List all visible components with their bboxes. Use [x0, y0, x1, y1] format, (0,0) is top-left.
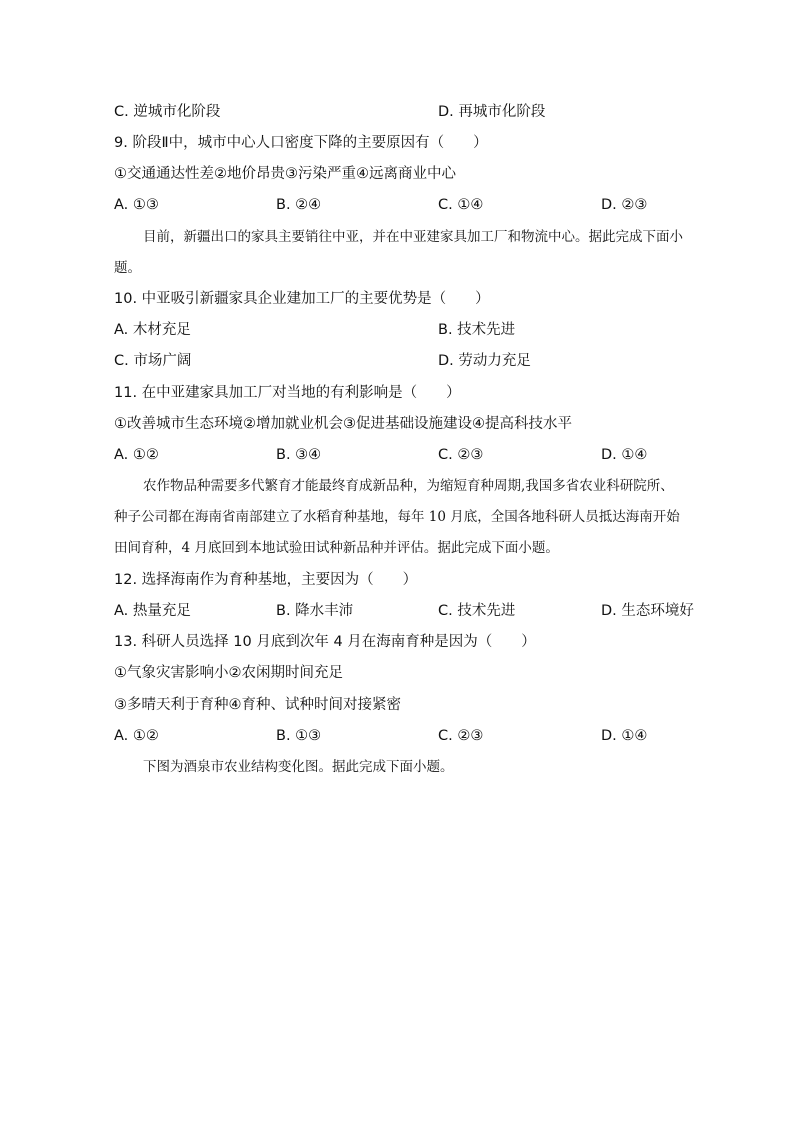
question-12-stem: [0, 565, 794, 596]
passage-1-line-2: [0, 253, 794, 284]
question-9-options: [0, 190, 794, 221]
question-13-stem: [0, 627, 794, 658]
option-a: A. 木材充足: [114, 322, 191, 338]
question-11-items: [0, 409, 794, 440]
question-10-text: 10. 中亚吸引新疆家具企业建加工厂的主要优势是（ ）: [114, 291, 490, 307]
question-9-text: 9. 阶段Ⅱ中，城市中心人口密度下降的主要原因有（ ）: [114, 135, 488, 151]
option-d: D. 再城市化阶段: [438, 104, 546, 120]
question-13-text: 13. 科研人员选择 10 月底到次年 4 月在海南育种是因为（ ）: [114, 634, 536, 650]
question-13-items-row-2: [0, 690, 794, 721]
option-c: C. ②③: [438, 728, 484, 744]
question-13-items-text-2: ③多晴天利于育种④育种、试种时间对接紧密: [114, 697, 401, 713]
question-12-options: [0, 596, 794, 627]
passage-2-text-2: 种子公司都在海南省南部建立了水稻育种基地，每年 10 月底，全国各地科研人员抵达海南开始: [114, 509, 680, 525]
question-9-stem: [0, 128, 794, 159]
question-10-options-row-1: [0, 315, 794, 346]
question-12-text: 12. 选择海南作为育种基地，主要因为（ ）: [114, 572, 418, 588]
question-13-items-text-1: ①气象灾害影响小②农闲期时间充足: [114, 665, 343, 681]
question-9-items-text: ①交通通达性差②地价昂贵③污染严重④远离商业中心: [114, 166, 456, 182]
passage-2-text-1: 农作物品种需要多代繁育才能最终育成新品种，为缩短育种周期,我国多省农业科研院所、: [143, 478, 674, 494]
question-11-stem: [0, 378, 794, 409]
passage-2-line-3: [0, 533, 794, 564]
question-13-options: [0, 721, 794, 752]
option-b: B. ①③: [276, 728, 322, 744]
q8-options: [0, 97, 794, 128]
passage-1-text-1: 目前，新疆出口的家具主要销往中亚，并在中亚建家具加工厂和物流中心。据此完成下面小: [143, 229, 683, 245]
option-b: B. 技术先进: [438, 322, 516, 338]
question-10-options-row-2: [0, 346, 794, 377]
option-d: D. ②③: [601, 197, 648, 213]
option-d: D. 生态环境好: [601, 603, 694, 619]
option-b: B. ②④: [276, 197, 322, 213]
option-a: A. ①③: [114, 197, 159, 213]
option-a: A. 热量充足: [114, 603, 191, 619]
option-c: C. 技术先进: [438, 603, 516, 619]
passage-2-line-1: [0, 471, 794, 502]
passage-3-text-1: 下图为酒泉市农业结构变化图。据此完成下面小题。: [143, 759, 454, 775]
passage-1-text-2: 题。: [114, 260, 141, 276]
question-13-items-row-1: [0, 658, 794, 689]
question-10-stem: [0, 284, 794, 315]
option-d: D. ①④: [601, 447, 648, 463]
option-b: B. ③④: [276, 447, 322, 463]
passage-1-line-1: [0, 222, 794, 253]
option-c: C. 逆城市化阶段: [114, 104, 221, 120]
option-d: D. 劳动力充足: [438, 353, 531, 369]
passage-3-line-1: [0, 752, 794, 783]
question-11-text: 11. 在中亚建家具加工厂对当地的有利影响是（ ）: [114, 385, 461, 401]
option-b: B. 降水丰沛: [276, 603, 354, 619]
option-d: D. ①④: [601, 728, 648, 744]
passage-2-line-2: [0, 502, 794, 533]
option-c: C. ①④: [438, 197, 484, 213]
passage-2-text-3: 田间育种，4 月底回到本地试验田试种新品种并评估。据此完成下面小题。: [114, 540, 559, 556]
option-c: C. 市场广阔: [114, 353, 192, 369]
option-c: C. ②③: [438, 447, 484, 463]
question-11-items-text: ①改善城市生态环境②增加就业机会③促进基础设施建设④提高科技水平: [114, 416, 572, 432]
option-a: A. ①②: [114, 447, 159, 463]
question-11-options: [0, 440, 794, 471]
option-a: A. ①②: [114, 728, 159, 744]
question-9-items: [0, 159, 794, 190]
